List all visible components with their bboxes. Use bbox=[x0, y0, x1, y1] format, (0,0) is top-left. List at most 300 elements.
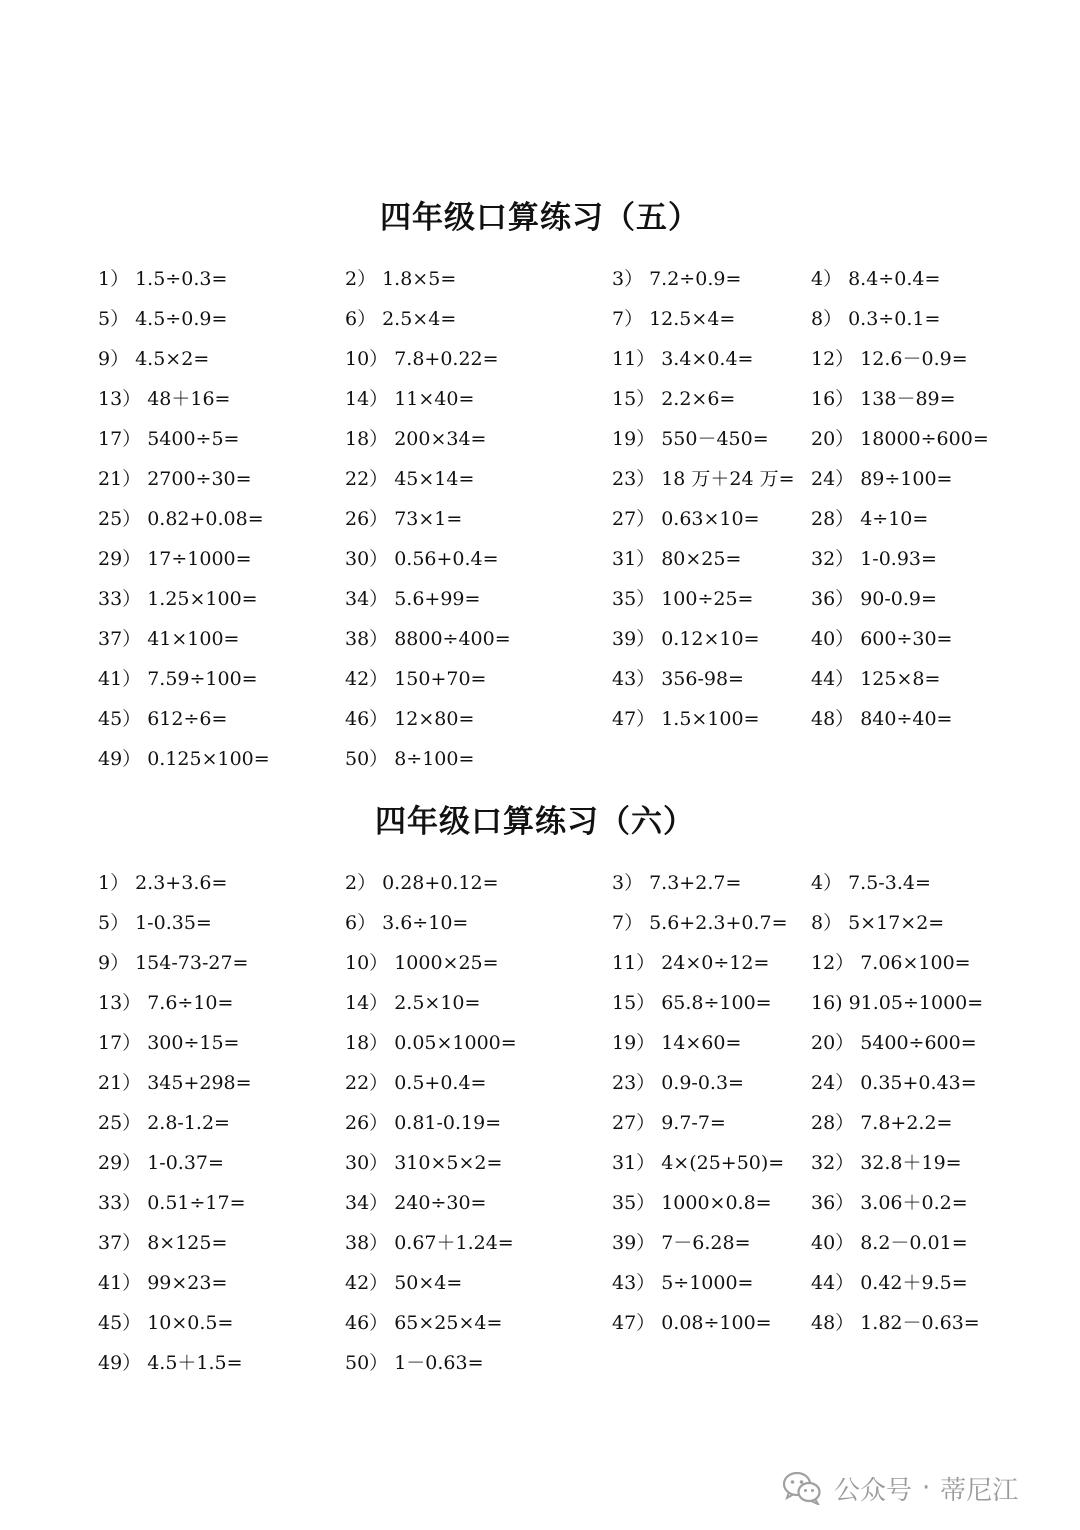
problem-number: 15） bbox=[612, 992, 656, 1014]
problem-item bbox=[345, 1266, 462, 1300]
problem-expression: 0.67＋1.24= bbox=[394, 1232, 514, 1254]
problem-number: 42） bbox=[345, 1272, 389, 1294]
problem-expression: 12.6－0.9= bbox=[860, 348, 968, 370]
problem-row bbox=[0, 1066, 1080, 1106]
problem-expression: 8800÷400= bbox=[394, 628, 511, 650]
problem-expression: 0.08÷100= bbox=[661, 1312, 772, 1334]
watermark-account: 蒂尼江 bbox=[940, 1475, 1019, 1506]
problem-number: 35） bbox=[612, 588, 656, 610]
problem-expression: 24×0÷12= bbox=[661, 952, 770, 974]
problem-number: 25） bbox=[98, 508, 142, 530]
problem-row bbox=[0, 582, 1080, 622]
problem-number: 16） bbox=[811, 388, 855, 410]
problem-number: 12） bbox=[811, 952, 855, 974]
problem-item bbox=[98, 742, 270, 776]
problem-expression: 3.4×0.4= bbox=[661, 348, 754, 370]
problem-expression: 600÷30= bbox=[860, 628, 953, 650]
problem-item bbox=[345, 702, 474, 736]
problem-number: 25） bbox=[98, 1112, 142, 1134]
problem-item bbox=[612, 866, 741, 900]
problem-number: 41） bbox=[98, 1272, 142, 1294]
problem-expression: 7.5-3.4= bbox=[848, 872, 931, 894]
problem-expression: 7.59÷100= bbox=[147, 668, 258, 690]
problem-expression: 0.28+0.12= bbox=[382, 872, 499, 894]
problem-expression: 7－6.28= bbox=[661, 1232, 751, 1254]
problem-number: 37） bbox=[98, 1232, 142, 1254]
problem-number: 32） bbox=[811, 1152, 855, 1174]
problem-number: 41） bbox=[98, 668, 142, 690]
problem-row bbox=[0, 542, 1080, 582]
problem-row bbox=[0, 1106, 1080, 1146]
problem-expression: 840÷40= bbox=[860, 708, 953, 730]
problem-expression: 125×8= bbox=[860, 668, 941, 690]
problem-expression: 11×40= bbox=[394, 388, 475, 410]
problem-number: 50） bbox=[345, 748, 389, 770]
problem-item bbox=[811, 1066, 977, 1100]
problem-number: 43） bbox=[612, 1272, 656, 1294]
problem-item bbox=[345, 302, 456, 336]
problem-number: 12） bbox=[811, 348, 855, 370]
problem-item bbox=[98, 462, 252, 496]
problem-item bbox=[345, 742, 474, 776]
problem-expression: 0.42＋9.5= bbox=[860, 1272, 968, 1294]
problem-number: 39） bbox=[612, 1232, 656, 1254]
problem-number: 36） bbox=[811, 588, 855, 610]
problem-expression: 310×5×2= bbox=[394, 1152, 503, 1174]
problem-expression: 4×(25+50)= bbox=[661, 1152, 785, 1174]
problem-number: 5） bbox=[98, 912, 130, 934]
problem-expression: 7.8+0.22= bbox=[394, 348, 499, 370]
problem-item bbox=[811, 1106, 952, 1140]
problem-expression: 1-0.35= bbox=[135, 912, 212, 934]
problem-expression: 0.82+0.08= bbox=[147, 508, 264, 530]
problem-number: 3） bbox=[612, 872, 644, 894]
problem-item bbox=[811, 1266, 968, 1300]
problem-item bbox=[612, 702, 760, 736]
problem-number: 44） bbox=[811, 1272, 855, 1294]
problem-number: 37） bbox=[98, 628, 142, 650]
problem-number: 21） bbox=[98, 1072, 142, 1094]
problem-number: 4） bbox=[811, 268, 843, 290]
problem-number: 48） bbox=[811, 708, 855, 730]
problem-item bbox=[612, 342, 753, 376]
problem-number: 47） bbox=[612, 1312, 656, 1334]
problem-expression: 91.05÷1000= bbox=[848, 992, 984, 1014]
problem-expression: 138－89= bbox=[860, 388, 956, 410]
problem-number: 29） bbox=[98, 548, 142, 570]
problem-expression: 550－450= bbox=[661, 428, 769, 450]
problem-number: 20） bbox=[811, 1032, 855, 1054]
problem-number: 14） bbox=[345, 992, 389, 1014]
problem-expression: 8.2－0.01= bbox=[860, 1232, 968, 1254]
problem-item bbox=[612, 986, 772, 1020]
problem-item bbox=[612, 1106, 726, 1140]
problem-expression: 1.5×100= bbox=[661, 708, 760, 730]
problem-number: 45） bbox=[98, 708, 142, 730]
problem-expression: 4÷10= bbox=[860, 508, 929, 530]
problem-number: 31） bbox=[612, 1152, 656, 1174]
problem-number: 27） bbox=[612, 508, 656, 530]
problem-number: 43） bbox=[612, 668, 656, 690]
problem-item bbox=[345, 462, 474, 496]
problem-item bbox=[811, 906, 944, 940]
problem-number: 13） bbox=[98, 992, 142, 1014]
problem-expression: 65.8÷100= bbox=[661, 992, 772, 1014]
problem-expression: 612÷6= bbox=[147, 708, 228, 730]
problem-expression: 17÷1000= bbox=[147, 548, 252, 570]
problem-expression: 8.4÷0.4= bbox=[848, 268, 941, 290]
section-title-5: 四年级口算练习（五） bbox=[380, 200, 700, 236]
problem-number: 16) bbox=[811, 992, 843, 1014]
problem-number: 7） bbox=[612, 912, 644, 934]
problem-item bbox=[98, 866, 227, 900]
problem-row bbox=[0, 382, 1080, 422]
problem-expression: 65×25×4= bbox=[394, 1312, 503, 1334]
problem-expression: 14×60= bbox=[661, 1032, 742, 1054]
problem-item bbox=[345, 1226, 514, 1260]
problem-number: 8） bbox=[811, 912, 843, 934]
problem-expression: 0.125×100= bbox=[147, 748, 270, 770]
problem-expression: 150+70= bbox=[394, 668, 487, 690]
problem-expression: 2.3+3.6= bbox=[135, 872, 228, 894]
problem-expression: 8÷100= bbox=[394, 748, 475, 770]
problem-expression: 2.5×4= bbox=[382, 308, 457, 330]
problem-item bbox=[612, 1266, 753, 1300]
problem-item bbox=[98, 1106, 230, 1140]
problem-item bbox=[612, 1226, 751, 1260]
problem-item bbox=[345, 1346, 484, 1380]
problem-item bbox=[612, 1146, 784, 1180]
problem-expression: 7.8+2.2= bbox=[860, 1112, 953, 1134]
problem-number: 24） bbox=[811, 468, 855, 490]
problem-expression: 0.9-0.3= bbox=[661, 1072, 744, 1094]
problem-expression: 1.8×5= bbox=[382, 268, 457, 290]
problem-expression: 1.5÷0.3= bbox=[135, 268, 228, 290]
problem-item bbox=[811, 1306, 980, 1340]
problem-item bbox=[98, 542, 252, 576]
problem-number: 22） bbox=[345, 1072, 389, 1094]
problem-expression: 45×14= bbox=[394, 468, 475, 490]
problem-item bbox=[345, 502, 462, 536]
problem-number: 36） bbox=[811, 1192, 855, 1214]
problem-number: 46） bbox=[345, 1312, 389, 1334]
problem-number: 13） bbox=[98, 388, 142, 410]
problem-number: 42） bbox=[345, 668, 389, 690]
problem-item bbox=[345, 1066, 486, 1100]
problem-item bbox=[98, 262, 227, 296]
problem-item bbox=[811, 986, 983, 1020]
problem-expression: 1－0.63= bbox=[394, 1352, 484, 1374]
problem-item bbox=[811, 342, 968, 376]
section-title-6: 四年级口算练习（六） bbox=[375, 804, 695, 840]
problem-row bbox=[0, 502, 1080, 542]
problem-number: 1） bbox=[98, 872, 130, 894]
problem-item bbox=[811, 622, 952, 656]
problem-expression: 100÷25= bbox=[661, 588, 754, 610]
problem-number: 23） bbox=[612, 468, 656, 490]
problem-item bbox=[98, 1026, 239, 1060]
problem-number: 10） bbox=[345, 348, 389, 370]
problem-row bbox=[0, 1226, 1080, 1266]
problem-expression: 9.7-7= bbox=[661, 1112, 726, 1134]
problem-expression: 4.5÷0.9= bbox=[135, 308, 228, 330]
problem-number: 34） bbox=[345, 588, 389, 610]
problem-number: 15） bbox=[612, 388, 656, 410]
problem-item bbox=[811, 262, 940, 296]
problem-number: 39） bbox=[612, 628, 656, 650]
problem-number: 33） bbox=[98, 1192, 142, 1214]
problem-expression: 50×4= bbox=[394, 1272, 463, 1294]
problem-item bbox=[98, 422, 239, 456]
problem-number: 49） bbox=[98, 1352, 142, 1374]
problem-number: 31） bbox=[612, 548, 656, 570]
problem-expression: 18 万＋24 万= bbox=[661, 468, 795, 490]
problem-expression: 1000×0.8= bbox=[661, 1192, 772, 1214]
problem-item bbox=[345, 866, 499, 900]
problem-row bbox=[0, 742, 1080, 782]
problem-item bbox=[811, 1146, 962, 1180]
problem-expression: 2.8-1.2= bbox=[147, 1112, 230, 1134]
problem-expression: 89÷100= bbox=[860, 468, 953, 490]
problem-item bbox=[811, 866, 931, 900]
problem-item bbox=[811, 1226, 968, 1260]
problem-item bbox=[811, 502, 928, 536]
problem-expression: 7.6÷10= bbox=[147, 992, 234, 1014]
problem-expression: 0.3÷0.1= bbox=[848, 308, 941, 330]
problem-item bbox=[98, 946, 248, 980]
problem-number: 30） bbox=[345, 548, 389, 570]
problem-item bbox=[612, 422, 769, 456]
problem-row bbox=[0, 262, 1080, 302]
problem-item bbox=[345, 582, 480, 616]
problem-expression: 1-0.93= bbox=[860, 548, 937, 570]
problem-row bbox=[0, 1026, 1080, 1066]
problem-expression: 18000÷600= bbox=[860, 428, 989, 450]
problem-item bbox=[811, 662, 940, 696]
problem-item bbox=[811, 582, 937, 616]
problem-item bbox=[345, 622, 511, 656]
problem-row bbox=[0, 1146, 1080, 1186]
problem-number: 2） bbox=[345, 872, 377, 894]
problem-item bbox=[98, 1266, 227, 1300]
problem-expression: 1.82－0.63= bbox=[860, 1312, 980, 1334]
problem-row bbox=[0, 422, 1080, 462]
problem-number: 7） bbox=[612, 308, 644, 330]
problem-number: 38） bbox=[345, 1232, 389, 1254]
problem-item bbox=[98, 702, 227, 736]
problem-number: 17） bbox=[98, 1032, 142, 1054]
problem-item bbox=[98, 986, 233, 1020]
problem-item bbox=[98, 1186, 246, 1220]
problem-expression: 300÷15= bbox=[147, 1032, 240, 1054]
problem-item bbox=[345, 262, 456, 296]
problem-expression: 0.35+0.43= bbox=[860, 1072, 977, 1094]
problem-expression: 2700÷30= bbox=[147, 468, 252, 490]
problem-number: 2） bbox=[345, 268, 377, 290]
problem-expression: 3.6÷10= bbox=[382, 912, 469, 934]
problem-row bbox=[0, 906, 1080, 946]
problem-number: 11） bbox=[612, 952, 656, 974]
problem-expression: 1000×25= bbox=[394, 952, 499, 974]
problem-expression: 2.5×10= bbox=[394, 992, 481, 1014]
problem-row bbox=[0, 1266, 1080, 1306]
problem-number: 32） bbox=[811, 548, 855, 570]
problem-number: 30） bbox=[345, 1152, 389, 1174]
problem-item bbox=[98, 1306, 233, 1340]
problem-item bbox=[612, 1026, 741, 1060]
problem-expression: 32.8＋19= bbox=[860, 1152, 962, 1174]
problem-item bbox=[98, 1346, 243, 1380]
problem-item bbox=[811, 702, 952, 736]
problem-number: 38） bbox=[345, 628, 389, 650]
problem-item bbox=[345, 1146, 502, 1180]
problem-expression: 3.06＋0.2= bbox=[860, 1192, 968, 1214]
problem-expression: 8×125= bbox=[147, 1232, 228, 1254]
problem-number: 4） bbox=[811, 872, 843, 894]
problem-item bbox=[612, 262, 741, 296]
problem-expression: 4.5×2= bbox=[135, 348, 210, 370]
problem-number: 26） bbox=[345, 508, 389, 530]
problem-row bbox=[0, 1306, 1080, 1346]
problem-item bbox=[345, 342, 499, 376]
problem-number: 9） bbox=[98, 348, 130, 370]
watermark bbox=[782, 1466, 1052, 1510]
problem-expression: 5.6+2.3+0.7= bbox=[649, 912, 788, 934]
problem-number: 29） bbox=[98, 1152, 142, 1174]
problem-number: 33） bbox=[98, 588, 142, 610]
problem-item bbox=[345, 542, 499, 576]
problem-item bbox=[345, 662, 486, 696]
problem-expression: 73×1= bbox=[394, 508, 463, 530]
problem-row bbox=[0, 342, 1080, 382]
problem-row bbox=[0, 302, 1080, 342]
problem-number: 6） bbox=[345, 308, 377, 330]
problem-expression: 80×25= bbox=[661, 548, 742, 570]
problem-expression: 2.2×6= bbox=[661, 388, 736, 410]
problem-item bbox=[811, 1026, 977, 1060]
problem-item bbox=[345, 422, 486, 456]
problem-row bbox=[0, 622, 1080, 662]
problem-number: 26） bbox=[345, 1112, 389, 1134]
problem-expression: 12.5×4= bbox=[649, 308, 736, 330]
wechat-icon bbox=[782, 1471, 822, 1505]
problem-row bbox=[0, 662, 1080, 702]
problem-item bbox=[811, 1186, 968, 1220]
problem-grid-6 bbox=[0, 866, 1080, 1386]
problem-expression: 90-0.9= bbox=[860, 588, 937, 610]
problem-item bbox=[811, 302, 940, 336]
problem-expression: 0.12×10= bbox=[661, 628, 760, 650]
problem-item bbox=[612, 582, 753, 616]
problem-number: 20） bbox=[811, 428, 855, 450]
problem-expression: 41×100= bbox=[147, 628, 240, 650]
problem-item bbox=[345, 1106, 501, 1140]
problem-number: 28） bbox=[811, 1112, 855, 1134]
problem-number: 50） bbox=[345, 1352, 389, 1374]
problem-expression: 0.51÷17= bbox=[147, 1192, 246, 1214]
problem-number: 21） bbox=[98, 468, 142, 490]
problem-expression: 5÷1000= bbox=[661, 1272, 754, 1294]
problem-item bbox=[345, 1186, 486, 1220]
problem-number: 19） bbox=[612, 1032, 656, 1054]
problem-item bbox=[345, 986, 480, 1020]
problem-number: 40） bbox=[811, 628, 855, 650]
problem-number: 11） bbox=[612, 348, 656, 370]
problem-item bbox=[345, 1026, 517, 1060]
problem-number: 27） bbox=[612, 1112, 656, 1134]
problem-number: 3） bbox=[612, 268, 644, 290]
problem-number: 40） bbox=[811, 1232, 855, 1254]
problem-number: 35） bbox=[612, 1192, 656, 1214]
problem-item bbox=[345, 906, 468, 940]
problem-item bbox=[811, 462, 952, 496]
problem-item bbox=[811, 422, 989, 456]
problem-number: 6） bbox=[345, 912, 377, 934]
problem-item bbox=[612, 502, 760, 536]
problem-number: 14） bbox=[345, 388, 389, 410]
problem-expression: 5400÷600= bbox=[860, 1032, 977, 1054]
problem-expression: 48＋16= bbox=[147, 388, 231, 410]
problem-expression: 1-0.37= bbox=[147, 1152, 224, 1174]
problem-expression: 5×17×2= bbox=[848, 912, 945, 934]
problem-number: 8） bbox=[811, 308, 843, 330]
problem-item bbox=[98, 662, 258, 696]
problem-item bbox=[612, 1066, 744, 1100]
watermark-separator: · bbox=[922, 1473, 931, 1503]
problem-item bbox=[612, 542, 741, 576]
problem-number: 17） bbox=[98, 428, 142, 450]
problem-item bbox=[811, 946, 971, 980]
problem-number: 24） bbox=[811, 1072, 855, 1094]
problem-item bbox=[612, 946, 769, 980]
problem-number: 22） bbox=[345, 468, 389, 490]
problem-row bbox=[0, 462, 1080, 502]
problem-expression: 1.25×100= bbox=[147, 588, 258, 610]
problem-expression: 5400÷5= bbox=[147, 428, 240, 450]
problem-item bbox=[811, 542, 937, 576]
problem-expression: 4.5＋1.5= bbox=[147, 1352, 243, 1374]
problem-item bbox=[612, 462, 795, 496]
problem-row bbox=[0, 1186, 1080, 1226]
problem-expression: 0.5+0.4= bbox=[394, 1072, 487, 1094]
problem-number: 10） bbox=[345, 952, 389, 974]
problem-item bbox=[612, 622, 760, 656]
watermark-label: 公众号 bbox=[834, 1475, 913, 1506]
problem-row bbox=[0, 986, 1080, 1026]
problem-item bbox=[612, 1186, 772, 1220]
problem-number: 46） bbox=[345, 708, 389, 730]
problem-expression: 10×0.5= bbox=[147, 1312, 234, 1334]
problem-expression: 200×34= bbox=[394, 428, 487, 450]
problem-item bbox=[345, 1306, 502, 1340]
problem-number: 34） bbox=[345, 1192, 389, 1214]
problem-item bbox=[98, 502, 264, 536]
problem-item bbox=[612, 1306, 772, 1340]
problem-item bbox=[612, 906, 788, 940]
problem-expression: 356-98= bbox=[661, 668, 744, 690]
problem-expression: 7.2÷0.9= bbox=[649, 268, 742, 290]
problem-row bbox=[0, 946, 1080, 986]
problem-row bbox=[0, 1346, 1080, 1386]
problem-number: 9） bbox=[98, 952, 130, 974]
problem-item bbox=[98, 342, 209, 376]
problem-number: 18） bbox=[345, 428, 389, 450]
problem-number: 23） bbox=[612, 1072, 656, 1094]
problem-expression: 345+298= bbox=[147, 1072, 252, 1094]
problem-number: 1） bbox=[98, 268, 130, 290]
problem-number: 48） bbox=[811, 1312, 855, 1334]
problem-number: 44） bbox=[811, 668, 855, 690]
